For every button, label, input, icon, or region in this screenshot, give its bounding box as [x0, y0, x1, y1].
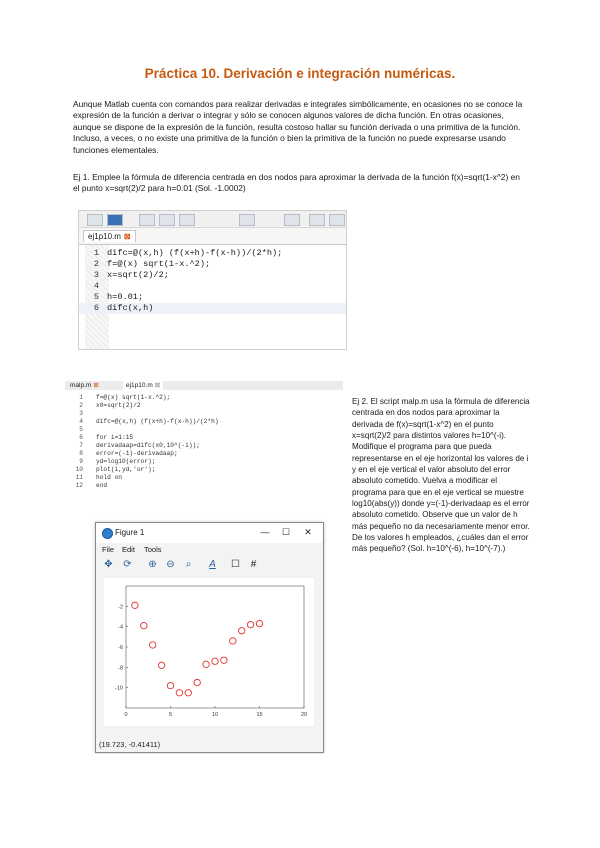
code-line: 5 h=0.01;: [93, 292, 144, 302]
y-tick-label: -6: [118, 645, 123, 651]
close-window-icon[interactable]: ✕: [304, 527, 312, 537]
code-line: 4 difc=@(x,h) (f(x+h)-f(x-h))/(2*h): [79, 418, 219, 425]
editor-screenshot-1: [78, 210, 347, 350]
y-tick-label: -10: [115, 685, 123, 692]
tab-label: ej1p10.m: [88, 232, 121, 241]
close-tab-icon[interactable]: ⊠: [93, 382, 99, 389]
code-line: 1 f=@(x) sqrt(1-x.^2);: [79, 394, 171, 401]
insert-icon[interactable]: [329, 214, 345, 226]
x-tick-label: 0: [124, 712, 128, 718]
exercise-1-text: Ej 1. Emplee la fórmula de diferencia centrada en dos nodos para aproximar la derivada de la función f(x)=sqrt(1-x^2) en el punto x=sqrt(2)/2 para h=0.01 (Sol. -1.0002): [73, 172, 520, 194]
zoom-out-icon[interactable]: ⊖: [166, 559, 175, 570]
figure-window: [95, 522, 324, 753]
code-line: 9 yd=log10(error);: [79, 458, 156, 465]
x-tick-label: 10: [211, 712, 219, 718]
y-tick-label: -2: [118, 604, 123, 611]
menu-edit[interactable]: Edit: [122, 545, 135, 554]
close-tab-icon[interactable]: ⊠: [154, 382, 161, 389]
code-line: 3 x=sqrt(2)/2;: [93, 270, 169, 280]
code-line: 3: [79, 410, 83, 417]
find-icon[interactable]: [239, 214, 255, 226]
code-line: 11 hold on: [75, 474, 122, 481]
plot-area[interactable]: [104, 578, 314, 726]
code-line-current: 6 difc(x,h): [79, 303, 346, 314]
zoom-in-icon[interactable]: ⊕: [148, 559, 157, 570]
intro-paragraph: Aunque Matlab cuenta con comandos para realizar derivadas e integrales simbólicamente, en ocasiones no se conoce la expresión de la función a derivar o integrar y sólo se conocen algunos valores de dicha función. En otras ocasiones, aunque se dispone de la expresión de la función, resulta costoso hallar su función derivada o una primitiva de la función. Incluso, a veces, o no existe una primitiva de la función o bien la primitiva de la función no puede expresarse usando funciones elementales.: [73, 99, 523, 155]
y-tick-label: -4: [118, 624, 123, 631]
exercise-2-text: Ej 2. El script malp.m usa la fórmula de diferencia centrada en dos nodos para aproximar la derivada de f(x)=sqrt(1-x^2) en el punto x=sqrt(2)/2 para distintos valores h=10^(-i). Modifique el programa para que pueda representarse en el eje horizontal los valores de i y en el eje vertical el valor absoluto del error absoluto cometido. Vuelva a modificar el programa para que en el eje vertical se muestre log10(abs(y)) donde y=(-1)-derivadaap es el error absoluto cometido. Observe que un valor de h más pequeño no da necesariamente menor error. De los valores h empleados, ¿cuáles dan el error más pequeño? (Sol. h=10^(-6), h=10^(-7).): [352, 397, 530, 554]
menu-file[interactable]: File: [102, 545, 115, 554]
new-file-icon[interactable]: [87, 214, 103, 226]
code-line: 8 error=(-1)-derivadaap;: [79, 450, 178, 457]
code-line: 1 difc=@(x,h) (f(x+h)-f(x-h))/(2*h);: [93, 248, 283, 258]
pointer-coordinates: (19.723, -0.41411): [99, 740, 161, 749]
tab-ej1p10[interactable]: ej1p10.m ⊠: [123, 381, 163, 390]
open-folder-icon[interactable]: [107, 214, 123, 226]
close-tab-icon[interactable]: ⊠: [123, 232, 131, 241]
editor-screenshot-2: [65, 381, 343, 754]
bookmark-icon[interactable]: [284, 214, 300, 226]
page-title: Práctica 10. Derivación e integración numéricas.: [144, 66, 456, 81]
code-line: 5: [79, 426, 83, 433]
code-area[interactable]: [79, 245, 346, 349]
maximize-icon[interactable]: ☐: [281, 527, 291, 537]
rotate-icon[interactable]: ⟳: [123, 559, 132, 570]
figure-title: Figure 1: [115, 528, 145, 537]
code-line: 6 for i=1:15: [79, 434, 134, 441]
box-tool-icon[interactable]: ☐: [231, 559, 240, 570]
figure-titlebar[interactable]: [96, 523, 323, 543]
menu-tools[interactable]: Tools: [144, 545, 162, 554]
compare-icon[interactable]: [159, 214, 175, 226]
scatter-chart: [104, 578, 314, 726]
matlab-figure-icon: [102, 528, 113, 539]
goto-icon[interactable]: [309, 214, 325, 226]
minimize-icon[interactable]: —: [260, 527, 270, 537]
code-line: 12 end: [75, 482, 108, 489]
figure-menubar: [96, 544, 323, 556]
code-line: 10 plot(i,yd,'or');: [75, 466, 156, 473]
code-line: 7 derivadaap=difc(x0,10^(-i));: [79, 442, 200, 449]
tab-malp[interactable]: malp.m ⊠: [70, 382, 99, 389]
save-icon[interactable]: [139, 214, 155, 226]
editor-toolbar: [79, 211, 346, 228]
x-tick-label: 15: [256, 712, 263, 718]
code-line: 4: [93, 281, 99, 291]
data-cursor-icon[interactable]: ⌕: [185, 559, 192, 570]
code-line: 2 f=@(x) sqrt(1-x.^2);: [93, 259, 211, 269]
y-tick-label: -8: [118, 665, 123, 672]
text-tool-icon[interactable]: A: [209, 559, 216, 570]
tab-ej1p10[interactable]: [83, 230, 136, 242]
print-icon[interactable]: [179, 214, 195, 226]
x-tick-label: 20: [300, 712, 308, 718]
axes-frame: [126, 586, 304, 708]
x-tick-label: 5: [168, 712, 173, 718]
code-line: 2 x0=sqrt(2)/2: [79, 402, 141, 409]
pan-icon[interactable]: ✥: [104, 559, 113, 570]
grid-icon[interactable]: #: [250, 559, 257, 570]
figure-toolbar: [96, 556, 323, 574]
